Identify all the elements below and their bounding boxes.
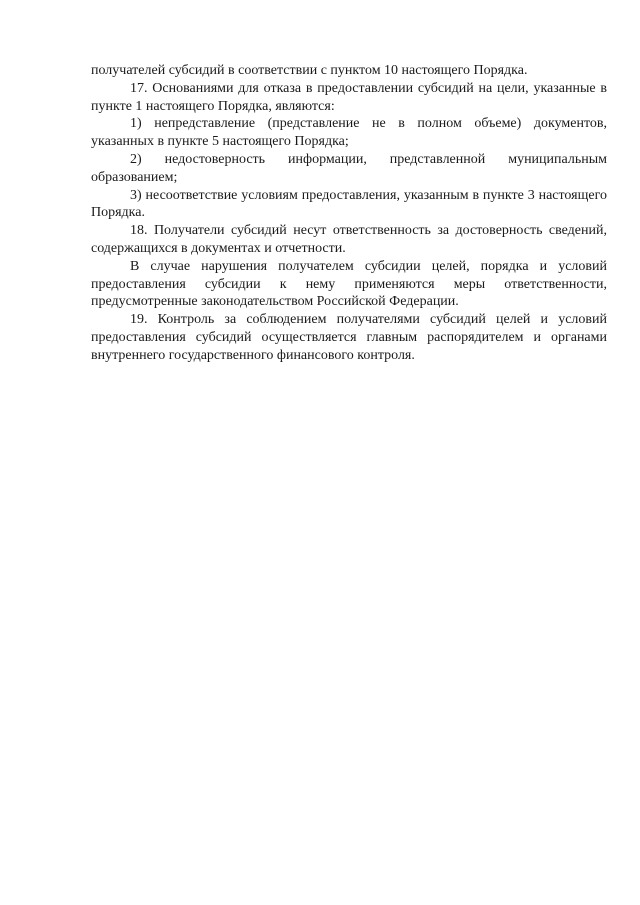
paragraph-violation-liability: В случае нарушения получателем субсидии целей, порядка и условий предоставления субсидии к нему применяются меры ответственности, предусмотренные законодательством Российской Федерации. [91, 258, 607, 310]
paragraph-subitem-2: 2) недостоверность информации, представленной муниципальным образованием; [91, 151, 607, 185]
paragraph-subitem-1: 1) непредставление (представление не в полном объеме) документов, указанных в пункте 5 настоящего Порядка; [91, 116, 607, 150]
document-body [91, 62, 607, 365]
paragraph-continuation: получателей субсидий в соответствии с пунктом 10 настоящего Порядка. [91, 63, 528, 78]
paragraph-item-19: 19. Контроль за соблюдением получателями субсидий целей и условий предоставления субсидий осуществляется главным распорядителем и органами внутреннего государственного финансового контроля. [91, 312, 607, 363]
paragraph-subitem-3: 3) несоответствие условиям предоставления, указанным в пункте 3 настоящего Порядка. [91, 187, 607, 221]
paragraph-item-18: 18. Получатели субсидий несут ответственность за достоверность сведений, содержащихся в документах и отчетности. [91, 223, 607, 256]
paragraph-item-17: 17. Основаниями для отказа в предоставлении субсидий на цели, указанные в пункте 1 настоящего Порядка, являются: [91, 80, 607, 114]
